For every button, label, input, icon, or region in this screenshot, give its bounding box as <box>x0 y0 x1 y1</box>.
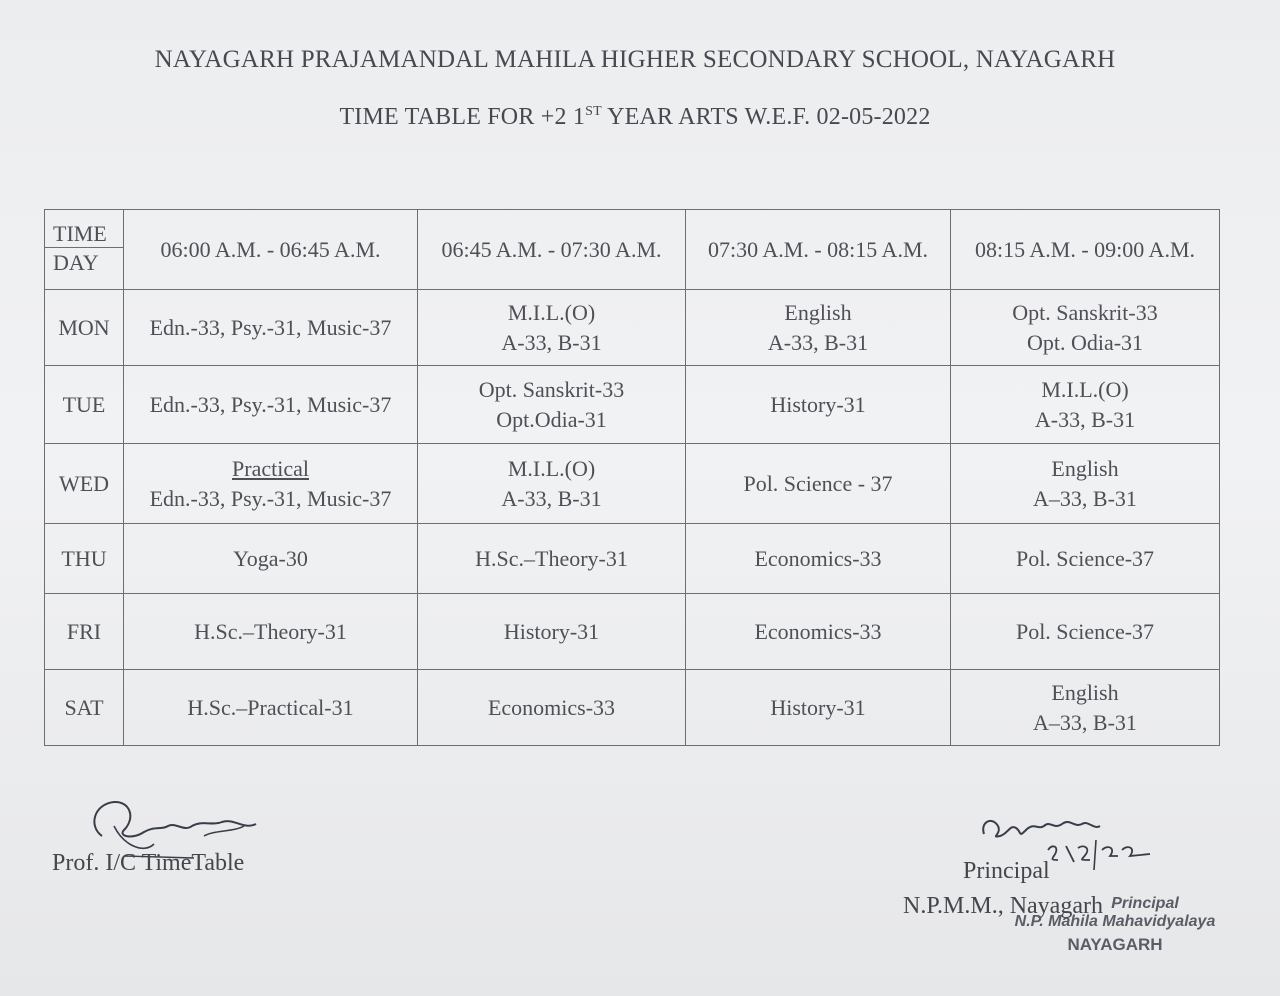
principal-label: Principal <box>963 858 1050 884</box>
stamp-line: Principal <box>1111 895 1179 912</box>
period-line: Edn.-33, Psy.-31, Music-37 <box>149 485 392 511</box>
period-line: Economics-33 <box>754 545 882 571</box>
period-line: A-33, B-31 <box>501 329 602 355</box>
slot-header: 07:30 A.M. - 08:15 A.M. <box>686 210 951 290</box>
period-line: Opt. Odia-31 <box>1026 329 1144 355</box>
period-line: Opt. Sanskrit-33 <box>1012 299 1158 325</box>
period-cell <box>686 594 951 670</box>
period-line: Economics-33 <box>754 618 882 644</box>
timetable-title <box>0 104 1270 131</box>
period-cell <box>124 670 418 746</box>
period-line: M.I.L.(O) <box>507 455 596 481</box>
slot-header: 06:45 A.M. - 07:30 A.M. <box>418 210 686 290</box>
slot-header: 06:00 A.M. - 06:45 A.M. <box>124 210 418 290</box>
period-cell <box>124 290 418 366</box>
table-row <box>45 444 1220 524</box>
table-row <box>45 290 1220 366</box>
period-cell <box>686 290 951 366</box>
institution-label: N.P.M.M., Nayagarh <box>903 893 1103 919</box>
day-cell: SAT <box>45 670 124 746</box>
timetable <box>44 209 1220 746</box>
table-row <box>45 366 1220 444</box>
period-line: Practical <box>232 455 309 481</box>
period-line: Edn.-33, Psy.-31, Music-37 <box>149 391 392 417</box>
period-line: Edn.-33, Psy.-31, Music-37 <box>149 314 392 340</box>
period-line: History-31 <box>770 694 866 720</box>
period-line: H.Sc.–Practical-31 <box>187 694 354 720</box>
period-cell <box>686 366 951 444</box>
day-cell: WED <box>45 444 124 524</box>
period-cell <box>124 366 418 444</box>
school-name: NAYAGARH PRAJAMANDAL MAHILA HIGHER SECONDARY SCHOOL, NAYAGARH <box>154 46 1116 73</box>
period-cell <box>124 444 418 524</box>
period-line: History-31 <box>770 391 866 417</box>
title-sup: ST <box>585 104 602 119</box>
period-line: History-31 <box>503 618 600 644</box>
time-day-corner <box>45 210 124 290</box>
day-cell: TUE <box>45 366 124 444</box>
period-cell <box>418 670 686 746</box>
period-line: English <box>1051 455 1119 481</box>
period-cell <box>418 444 686 524</box>
period-cell <box>951 290 1220 366</box>
period-line: A-33, B-31 <box>1034 406 1136 432</box>
day-cell: THU <box>45 524 124 594</box>
table-row <box>45 670 1220 746</box>
period-cell <box>686 670 951 746</box>
period-cell <box>124 594 418 670</box>
period-cell <box>951 444 1220 524</box>
period-cell <box>418 366 686 444</box>
period-cell <box>951 594 1220 670</box>
period-line: M.I.L.(O) <box>1041 376 1129 402</box>
period-line: A-33, B-31 <box>501 485 602 511</box>
header-row <box>45 210 1220 290</box>
slot-header: 08:15 A.M. - 09:00 A.M. <box>951 210 1220 290</box>
period-line: H.Sc.–Theory-31 <box>194 618 347 644</box>
period-line: A-33, B-31 <box>767 329 869 355</box>
period-cell <box>951 524 1220 594</box>
period-line: Pol. Science - 37 <box>743 470 893 496</box>
period-line: English <box>784 299 852 325</box>
period-line: Pol. Science-37 <box>1015 545 1155 571</box>
period-line: Opt.Odia-31 <box>496 406 607 432</box>
day-cell: MON <box>45 290 124 366</box>
period-line: Yoga-30 <box>233 545 308 571</box>
prof-timetable-label: Prof. I/C TimeTable <box>52 850 245 876</box>
corner-time: TIME <box>45 221 123 248</box>
period-line: M.I.L.(O) <box>507 299 596 325</box>
table-row <box>45 524 1220 594</box>
period-line: H.Sc.–Theory-31 <box>475 545 628 571</box>
stamp-line: N.P. Mahila Mahavidyalaya <box>1014 913 1216 930</box>
period-cell <box>418 524 686 594</box>
period-line: Economics-33 <box>487 694 616 720</box>
period-cell <box>686 444 951 524</box>
period-line: A–33, B-31 <box>1033 709 1137 735</box>
period-cell <box>418 594 686 670</box>
period-line: A–33, B-31 <box>1033 485 1137 511</box>
table-row <box>45 594 1220 670</box>
period-cell <box>418 290 686 366</box>
period-line: English <box>1051 679 1119 705</box>
stamp-line: NAYAGARH <box>1067 935 1163 954</box>
period-line: Opt. Sanskrit-33 <box>478 376 625 402</box>
period-cell <box>686 524 951 594</box>
period-cell <box>951 366 1220 444</box>
corner-day: DAY <box>53 250 99 275</box>
title-main: TIME TABLE FOR +2 1 <box>339 104 586 130</box>
period-line: Pol. Science-37 <box>1015 618 1155 644</box>
period-cell <box>124 524 418 594</box>
day-cell: FRI <box>45 594 124 670</box>
title-rest: YEAR ARTS W.E.F. 02-05-2022 <box>601 104 931 130</box>
principal-stamp <box>995 895 1235 955</box>
period-cell <box>951 670 1220 746</box>
